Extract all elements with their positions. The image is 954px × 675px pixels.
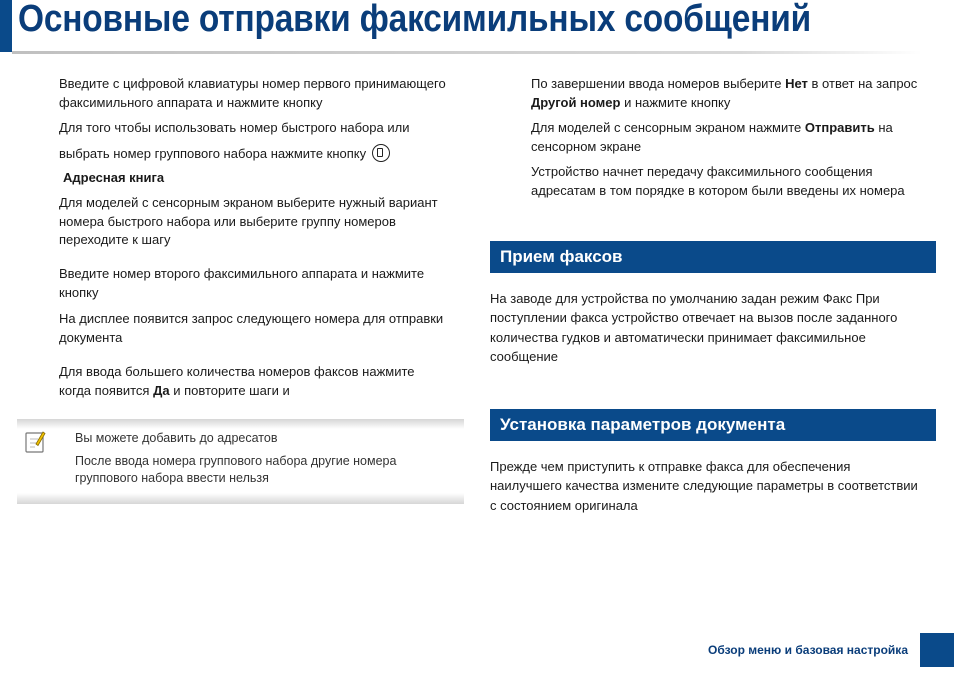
- section-header-document: Установка параметров документа: [490, 409, 936, 441]
- step-6: По завершении ввода номеров выберите Нет в ответ на запрос Другой номер и нажмите кнопку: [531, 76, 918, 110]
- step-7: Устройство начнет передачу факсимильного сообщения адресатам в том порядке в котором были введены их номера: [531, 164, 905, 198]
- page-title: Основные отправки факсимильных сообщений: [18, 0, 812, 40]
- address-book-label: Адресная книга: [63, 170, 165, 185]
- title-accent-bar: [0, 0, 12, 52]
- footer-chapter-link[interactable]: Обзор меню и базовая настройка: [708, 643, 908, 657]
- step-1: Введите с цифровой клавиатуры номер первого принимающего факсимильного аппарата и нажмите кнопку: [59, 76, 446, 110]
- page-number-box: [920, 633, 954, 667]
- step-4: На дисплее появится запрос следующего номера для отправки документа: [59, 311, 444, 345]
- address-book-icon: [372, 144, 390, 162]
- step-2-line2: выбрать номер группового набора нажмите кнопку: [59, 145, 390, 164]
- receive-paragraph: На заводе для устройства по умолчанию задан режим Факс При поступлении факса устройство отвечает на вызов после заданного количества гудков и автоматически принимает факсимильное сообщение: [490, 291, 898, 364]
- step-6-touch: Для моделей с сенсорным экраном нажмите Отправить на сенсорном экране: [531, 120, 893, 154]
- step-5: Для ввода большего количества номеров факсов нажмите когда появится Да и повторите шаги и: [59, 364, 415, 398]
- note-text: Вы можете добавить до адресатов После ввода номера группового набора другие номера группового набора ввести нельзя: [75, 431, 397, 485]
- title-underline: [12, 51, 922, 54]
- section-header-receive: Прием факсов: [490, 241, 936, 273]
- document-paragraph: Прежде чем приступить к отправке факса для обеспечения наилучшего качества измените следующие параметры в соответствии с состоянием оригинала: [490, 459, 918, 513]
- step-3: Введите номер второго факсимильного аппарата и нажмите кнопку: [59, 266, 425, 300]
- step-2-touch: Для моделей с сенсорным экраном выберите нужный вариант номера быстрого набора или выберите группу номеров переходите к шагу: [59, 195, 438, 247]
- step-2: Для того чтобы использовать номер быстрого набора или: [59, 120, 410, 135]
- note-icon: [24, 430, 46, 454]
